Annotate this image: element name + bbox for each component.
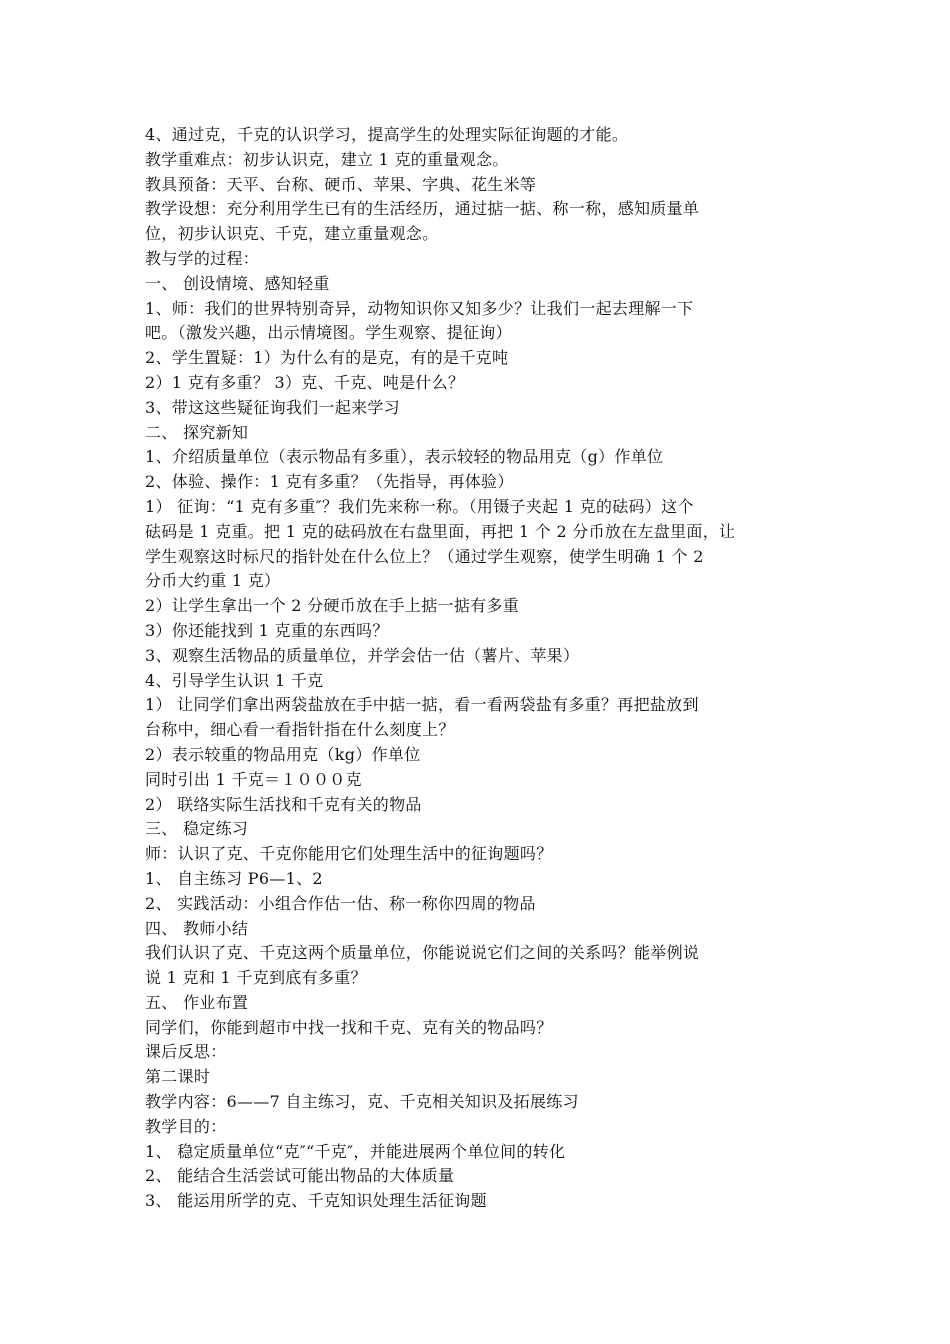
text-line: 2）让学生拿出一个 2 分硬币放在手上掂一掂有多重 [145,596,520,616]
text-line: 2、 能结合生活尝试可能出物品的大体质量 [145,1166,455,1186]
text-line: 说 1 克和 1 千克到底有多重？ [145,968,367,988]
text-line: 1） 征询：“1 克有多重″？我们先来称一称。（用镊子夹起 1 克的砝码）这个 [145,496,694,516]
text-line: 2、学生置疑：1）为什么有的是克，有的是千克吨 [145,348,509,368]
text-line: 砝码是 1 克重。把 1 克的砝码放在右盘里面，再把 1 个 2 分币放在左盘里面，让 [145,521,736,541]
text-line: 四、 教师小结 [145,918,249,938]
text-line: 教学内容：6——7 自主练习，克、千克相关知识及拓展练习 [145,1092,579,1112]
text-line: 分币大约重 1 克） [145,571,281,591]
text-line: 1、 自主练习 P6—1、2 [145,868,323,888]
text-line: 2） 联络实际生活找和千克有关的物品 [145,794,422,814]
text-line: 2）1 克有多重？ 3）克、千克、吨是什么？ [145,372,465,392]
text-line: 教具预备：天平、台称、硬币、苹果、字典、花生米等 [145,174,537,194]
text-line: 三、 稳定练习 [145,819,249,839]
text-line: 教学重难点：初步认识克，建立 1 克的重量观念。 [145,149,509,169]
text-line: 1、介绍质量单位（表示物品有多重），表示较轻的物品用克（g）作单位 [145,447,664,467]
text-line: 课后反思： [145,1042,227,1062]
document-page [145,123,809,1214]
text-line: 1） 让同学们拿出两袋盐放在手中掂一掂，看一看两袋盐有多重？再把盐放到 [145,695,699,715]
text-line: 4、通过克，千克的认识学习，提高学生的处理实际征询题的才能。 [145,125,629,144]
text-line: 3）你还能找到 1 克重的东西吗？ [145,620,389,640]
text-line: 3、 能运用所学的克、千克知识处理生活征询题 [145,1191,487,1211]
text-line: 教学目的： [145,1116,227,1136]
text-line: 教学设想：充分利用学生已有的生活经历，通过掂一掂、称一称，感知质量单 [145,199,700,219]
text-line: 同时引出 1 千克＝１０００克 [145,769,362,789]
text-line: 台称中，细心看一看指针指在什么刻度上？ [145,720,455,740]
text-line: 五、 作业布置 [145,992,249,1012]
text-line: 二、 探究新知 [145,422,249,442]
text-line: 师：认识了克、千克你能用它们处理生活中的征询题吗？ [145,844,553,864]
text-line: 学生观察这时标尺的指针处在什么位上？（通过学生观察，使学生明确 1 个 2 [145,546,704,566]
text-line: 教与学的过程： [145,248,260,268]
text-line: 4、引导学生认识 1 千克 [145,670,324,690]
text-line: 2、体验、操作：1 克有多重？（先指导，再体验） [145,472,514,492]
text-line: 3、观察生活物品的质量单位，并学会估一估（薯片、苹果） [145,645,580,665]
text-line: 1、 稳定质量单位“克″“千克″，并能进展两个单位间的转化 [145,1141,566,1161]
text-line: 位，初步认识克、千克，建立重量观念。 [145,224,439,244]
text-line: 一、 创设情境、感知轻重 [145,273,330,293]
text-line: 我们认识了克、千克这两个质量单位，你能说说它们之间的关系吗？能举例说 [145,943,700,963]
text-line: 第二课时 [145,1067,211,1087]
text-line: 吧。（激发兴趣，出示情境图。学生观察、提征询） [145,323,512,343]
text-line: 1、师：我们的世界特别奇异，动物知识你又知多少？让我们一起去理解一下 [145,298,694,318]
text-line: 2、 实践活动：小组合作估一估、称一称你四周的物品 [145,893,536,913]
text-line: 3、带这这些疑征询我们一起来学习 [145,397,400,417]
text-line: 同学们，你能到超市中找一找和千克、克有关的物品吗？ [145,1017,553,1037]
text-line: 2）表示较重的物品用克（kg）作单位 [145,744,421,764]
